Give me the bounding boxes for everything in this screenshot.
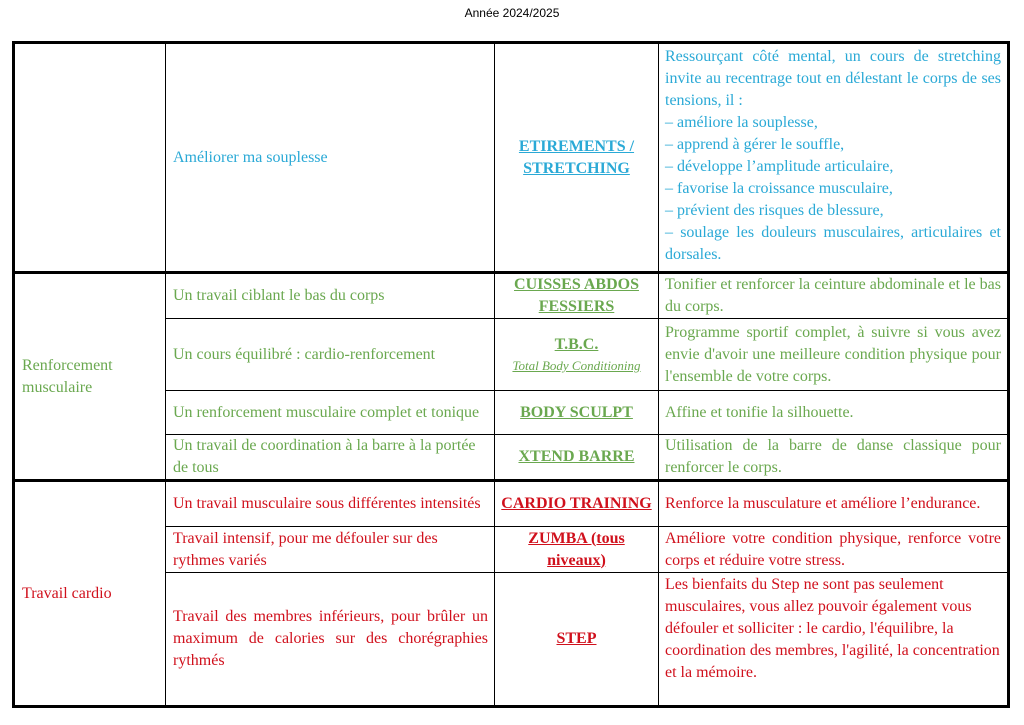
course-subtitle: Total Body Conditioning <box>512 358 641 373</box>
year-header: Année 2024/2025 <box>464 6 560 20</box>
description-renforcement: Affine et tonifie la silhouette. <box>659 391 1009 435</box>
objective-cardio: Un travail musculaire sous différentes intensités <box>166 481 495 527</box>
objective-stretching: Améliorer ma souplesse <box>166 43 495 273</box>
description-line: – prévient des risques de blessure, <box>665 202 884 219</box>
course-step: STEP <box>495 573 659 707</box>
description-cardio: Les bienfaits du Step ne sont pas seulement musculaires, vous allez pouvoir également vous défouler et solliciter : le cardio, l'équilibre, la coordination des membres, l'agilité, la concentration et la mémoire. <box>659 573 1009 707</box>
course-cuisses-abdos-fessiers: CUISSES ABDOS FESSIERS <box>495 273 659 319</box>
category-cardio: Travail cardio <box>14 481 166 707</box>
objective-cardio: Travail intensif, pour me défouler sur des rythmes variés <box>166 527 495 573</box>
objective-renforcement: Un travail de coordination à la barre à la portée de tous <box>166 435 495 481</box>
course-cardio-training: CARDIO TRAINING <box>495 481 659 527</box>
description-line: – favorise la croissance musculaire, <box>665 180 893 197</box>
objective-cardio: Travail des membres inférieurs, pour brûler un maximum de calories sur des chorégraphies rythmés <box>166 573 495 707</box>
description-line: – améliore la souplesse, <box>665 114 818 131</box>
category-renforcement: Renforcement musculaire <box>14 273 166 481</box>
course-title: T.B.C. <box>554 336 599 353</box>
description-cardio: Renforce la musculature et améliore l’endurance. <box>659 481 1009 527</box>
description-renforcement: Utilisation de la barre de danse classique pour renforcer le corps. <box>659 435 1009 481</box>
courses-table <box>12 41 1010 708</box>
course-body-sculpt: BODY SCULPT <box>495 391 659 435</box>
description-cardio: Améliore votre condition physique, renforce votre corps et réduire votre stress. <box>659 527 1009 573</box>
objective-renforcement: Un travail ciblant le bas du corps <box>166 273 495 319</box>
description-line: – apprend à gérer le souffle, <box>665 136 845 153</box>
description-line: – développe l’amplitude articulaire, <box>665 158 894 175</box>
table-row-cardio <box>14 481 1009 527</box>
category-cell-stretching <box>14 43 166 273</box>
description-line: Ressourçant côté mental, un cours de stretching invite au recentrage tout en délestant le corps de ses tensions, il : <box>665 48 1001 109</box>
course-xtend-barre: XTEND BARRE <box>495 435 659 481</box>
table-row-stretching <box>14 43 1009 273</box>
description-renforcement: Tonifier et renforcer la ceinture abdominale et le bas du corps. <box>659 273 1009 319</box>
description-stretching <box>659 43 1009 273</box>
objective-renforcement: Un cours équilibré : cardio-renforcement <box>166 319 495 391</box>
description-renforcement: Programme sportif complet, à suivre si vous avez envie d'avoir une meilleure condition physique pour l'ensemble de votre corps. <box>659 319 1009 391</box>
table-row-renforcement <box>14 273 1009 319</box>
objective-renforcement: Un renforcement musculaire complet et tonique <box>166 391 495 435</box>
description-line: – soulage les douleurs musculaires, articulaires et dorsales. <box>665 224 1001 263</box>
course-stretching: ETIREMENTS / STRETCHING <box>495 43 659 273</box>
course-zumba: ZUMBA (tous niveaux) <box>495 527 659 573</box>
course-tbc <box>495 319 659 391</box>
